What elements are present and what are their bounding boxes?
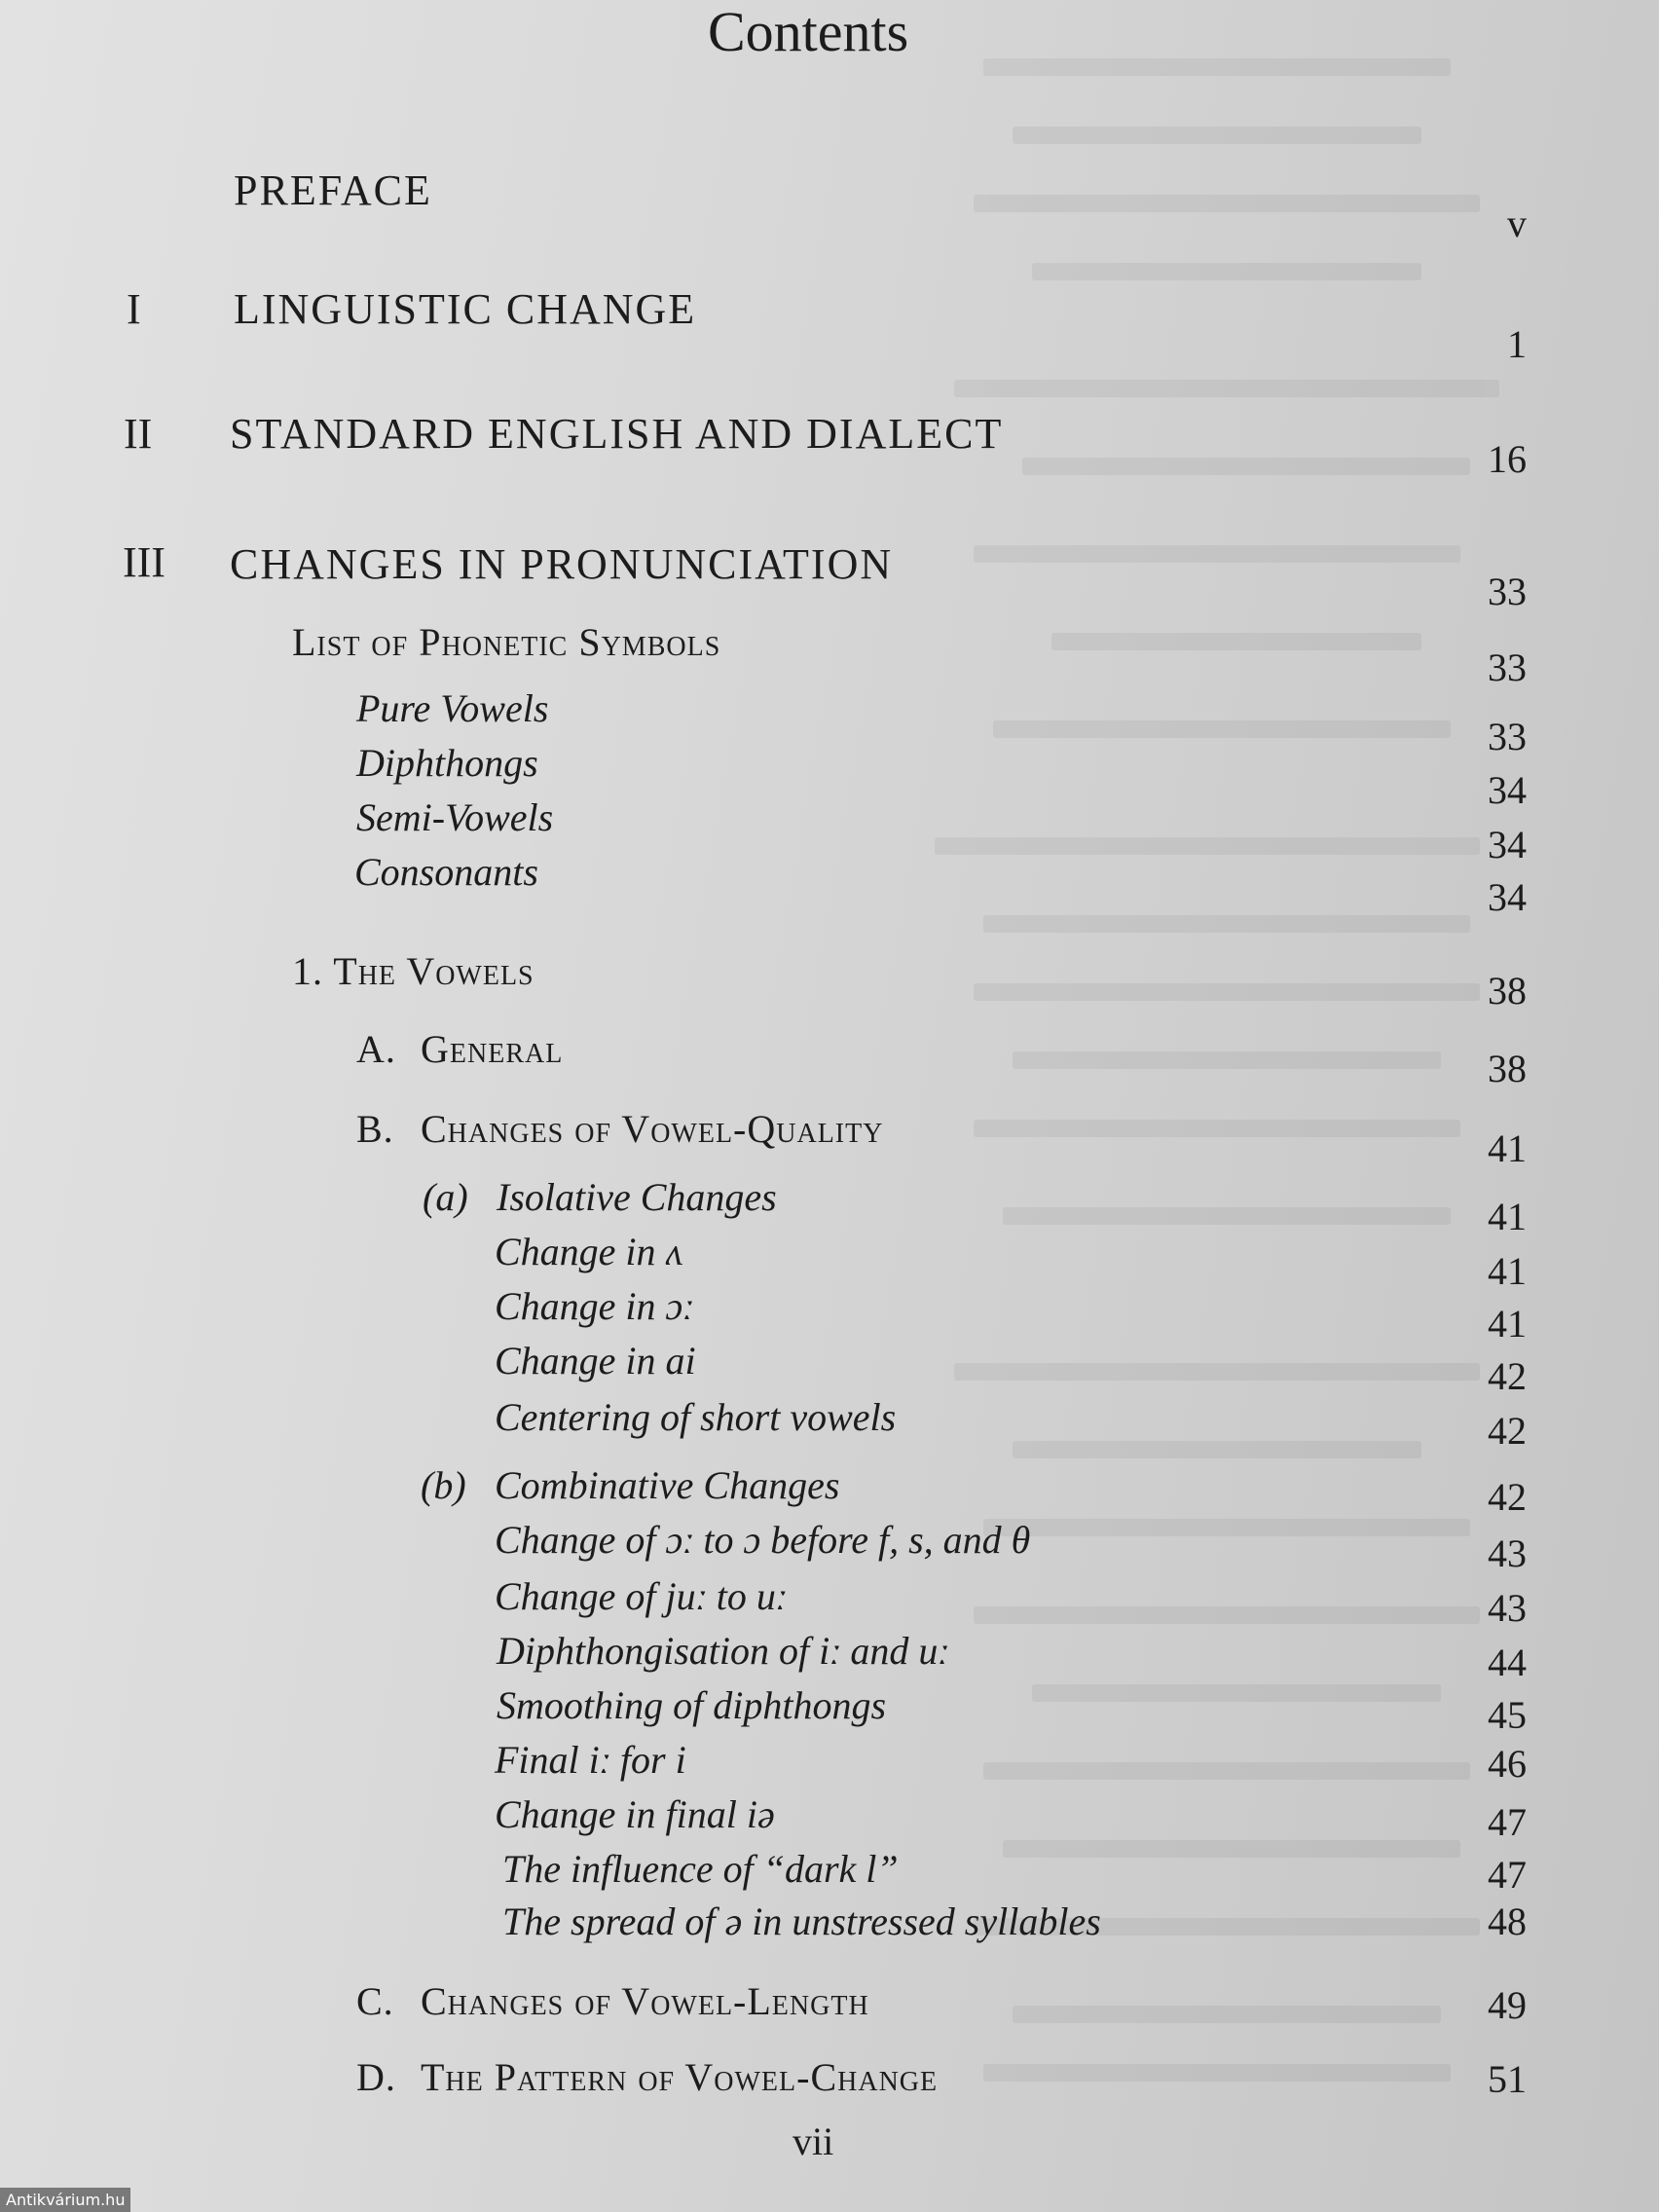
chapter-2-numeral: II [124,410,153,458]
combinative-item-5-page: 46 [1488,1742,1527,1786]
page-folio: vii [793,2120,834,2163]
subsection-c-page: 49 [1488,1983,1527,2027]
chapter-1-page: 1 [1507,322,1527,366]
combinative-item-3-page: 44 [1488,1641,1527,1684]
chapter-1-label: LINGUISTIC CHANGE [234,285,697,333]
phonetic-item-consonants-page: 34 [1488,875,1527,919]
chapter-2-page: 16 [1488,437,1527,481]
isolative-heading: Isolative Changes [497,1175,777,1219]
toc-entry-preface-page: v [1507,202,1527,245]
subsection-b-letter: B. [356,1107,394,1151]
page-title: Contents [708,0,909,63]
combinative-heading: Combinative Changes [495,1463,840,1507]
watermark-text: Antikvárium.hu [0,2188,130,2212]
combinative-marker: (b) [421,1463,466,1507]
combinative-item-8-page: 48 [1488,1899,1527,1943]
phonetic-item-pure-vowels-page: 33 [1488,715,1527,758]
phonetic-item-diphthongs: Diphthongs [356,741,538,785]
chapter-3-label: CHANGES IN PRONUNCIATION [230,540,894,588]
isolative-item-3: Change in ai [495,1339,696,1382]
isolative-item-3-page: 42 [1488,1354,1527,1398]
combinative-item-4-page: 45 [1488,1693,1527,1737]
toc-entry-preface-label: PREFACE [234,166,432,214]
combinative-item-4: Smoothing of diphthongs [497,1683,887,1727]
phonetic-item-consonants: Consonants [354,850,538,894]
combinative-item-1-page: 43 [1488,1531,1527,1575]
phonetic-symbols-page: 33 [1488,645,1527,689]
combinative-item-8: The spread of ə in unstressed syllables [502,1899,1101,1943]
isolative-item-2-page: 41 [1488,1302,1527,1346]
combinative-item-2: Change of juː to uː [495,1574,787,1618]
subsection-a-letter: A. [356,1027,396,1071]
isolative-marker: (a) [423,1175,468,1219]
combinative-item-1: Change of ɔː to ɔ before f, s, and θ [495,1518,1031,1562]
combinative-item-3: Diphthongisation of iː and uː [497,1629,949,1673]
subsection-d-label: The Pattern of Vowel-Change [421,2055,939,2099]
subsection-b-page: 41 [1488,1126,1527,1170]
isolative-item-4-page: 42 [1488,1409,1527,1453]
isolative-item-4: Centering of short vowels [495,1395,897,1439]
chapter-1-numeral: I [127,285,141,333]
isolative-item-2: Change in ɔː [495,1284,694,1328]
subsection-d-page: 51 [1488,2057,1527,2101]
isolative-item-1-page: 41 [1488,1249,1527,1293]
combinative-item-7-page: 47 [1488,1853,1527,1897]
section-1-page: 38 [1488,969,1527,1013]
subsection-a-page: 38 [1488,1047,1527,1090]
combinative-item-6-page: 47 [1488,1800,1527,1844]
phonetic-symbols-heading: List of Phonetic Symbols [292,620,721,664]
subsection-b-label: Changes of Vowel-Quality [421,1107,884,1151]
phonetic-item-pure-vowels: Pure Vowels [356,686,549,730]
isolative-page: 41 [1488,1195,1527,1238]
section-1-heading: 1. The Vowels [292,949,535,993]
combinative-item-7: The influence of “dark l” [502,1847,899,1891]
subsection-a-label: General [421,1027,564,1071]
subsection-c-letter: C. [356,1979,394,2023]
phonetic-item-semi-vowels-page: 34 [1488,823,1527,866]
combinative-item-2-page: 43 [1488,1586,1527,1630]
chapter-2-label: STANDARD ENGLISH AND DIALECT [230,410,1004,458]
subsection-d-letter: D. [356,2055,396,2099]
chapter-3-page: 33 [1488,570,1527,613]
phonetic-item-diphthongs-page: 34 [1488,768,1527,812]
isolative-item-1: Change in ʌ [495,1230,683,1273]
phonetic-item-semi-vowels: Semi-Vowels [356,795,554,839]
combinative-page: 42 [1488,1475,1527,1519]
combinative-item-6: Change in final iə [495,1792,775,1836]
chapter-3-numeral: III [123,538,166,586]
subsection-c-label: Changes of Vowel-Length [421,1979,869,2023]
combinative-item-5: Final iː for i [495,1738,686,1782]
